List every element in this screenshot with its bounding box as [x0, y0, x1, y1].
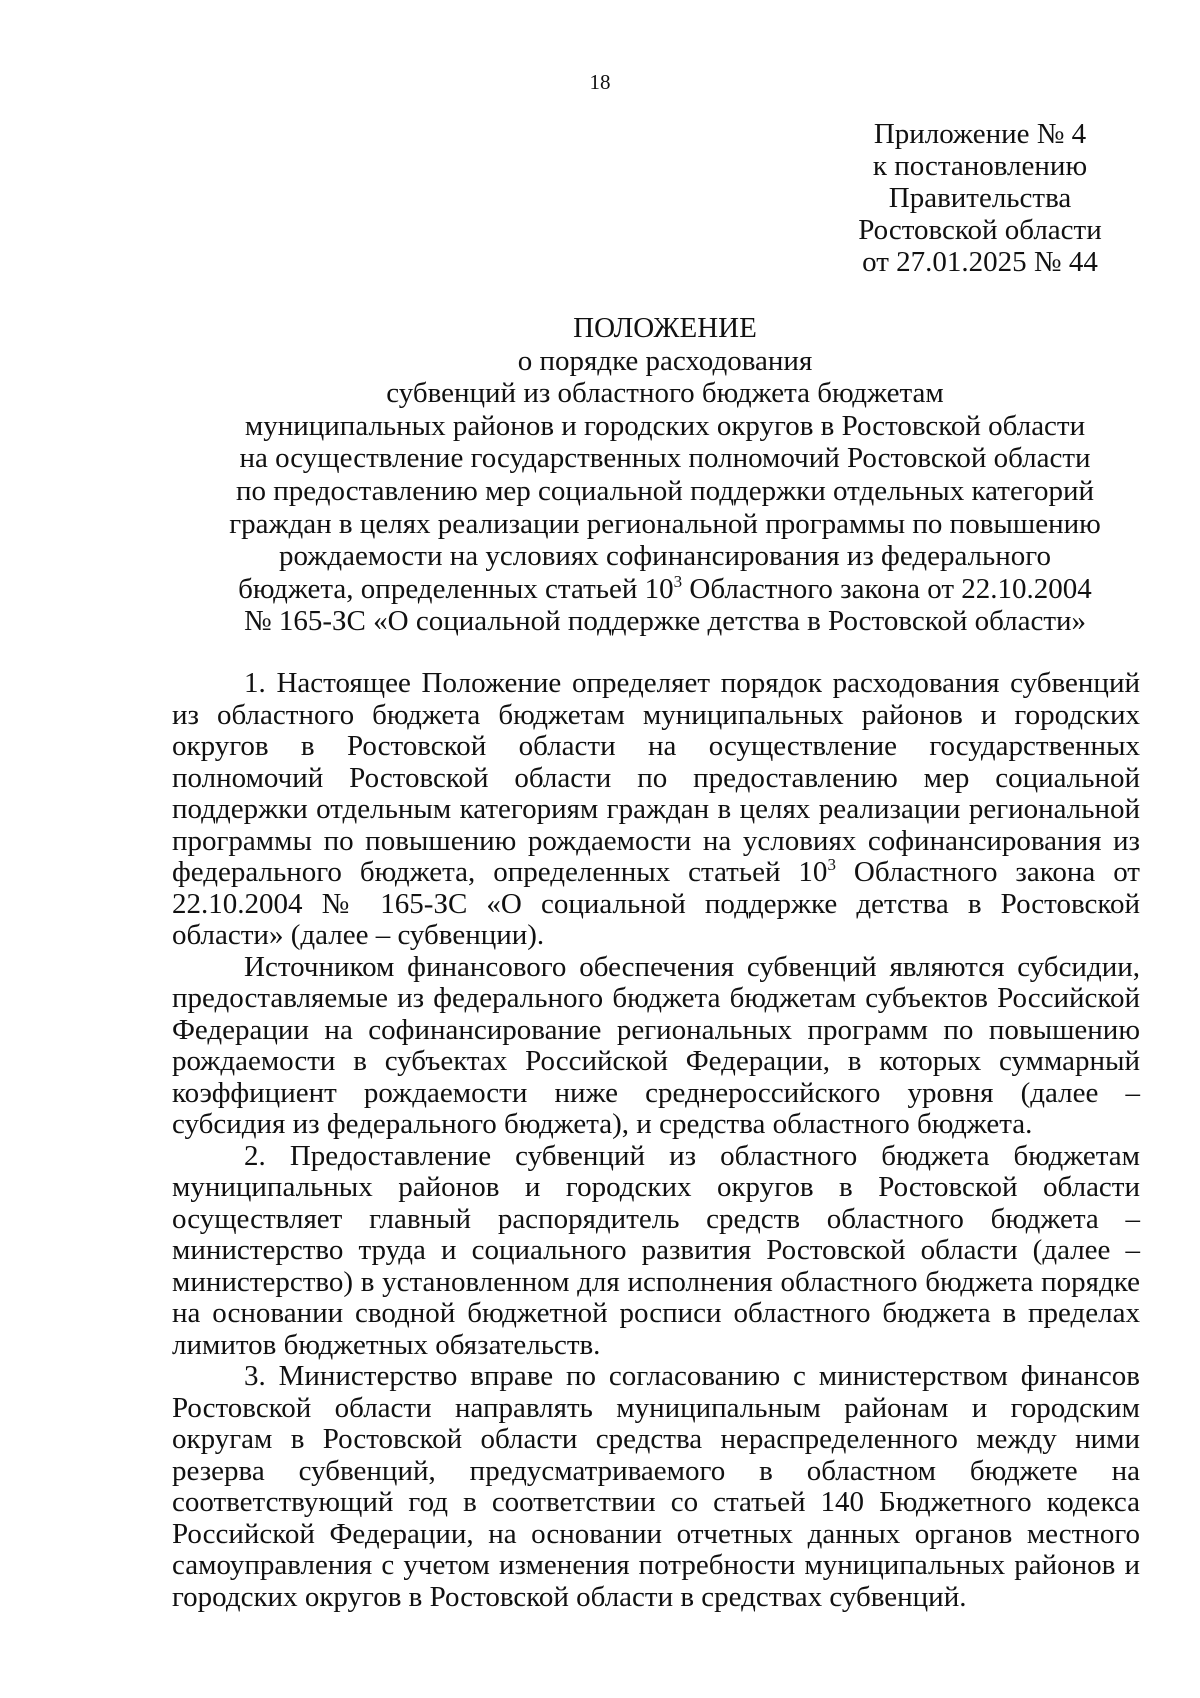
paragraph-2: Источником финансового обеспечения субвенций являются субсидии, предоставляемые из федерального бюджета бюджетам субъектов Российской Федерации на софинансирование региональных программ по повышению рождаемости в субъектах Российской Федерации, в которых суммарный коэффициент рождаемости ниже среднероссийского уровня (далее – субсидия из федерального бюджета), и средства областного бюджета. — [172, 950, 1140, 1140]
title-text: бюджета, определенных статьей 10 — [238, 572, 674, 605]
title-line: по предоставлению мер социальной поддержки отдельных категорий — [235, 474, 1095, 507]
title-text: Областного закона от 22.10.2004 — [682, 572, 1092, 605]
title-line: граждан в целях реализации региональной программы по повышению — [229, 507, 1101, 540]
title-heading: ПОЛОЖЕНИЕ — [573, 312, 757, 344]
appendix-line: Приложение № 4 — [873, 118, 1087, 150]
appendix-block — [815, 118, 1145, 278]
title-line — [200, 573, 1130, 606]
paragraph-1 — [172, 668, 1140, 952]
superscript: 3 — [827, 855, 836, 874]
document-body — [172, 668, 1140, 1613]
appendix-line: Правительства — [888, 182, 1072, 214]
title-line: № 165-ЗС «О социальной поддержке детства в Ростовской области» — [243, 605, 1087, 638]
paragraph-text: Областного закона от 22.10.2004 № 165-ЗС «О социальной поддержке детства в Ростовской области» (далее – субвенции). — [172, 856, 1140, 951]
superscript: 3 — [673, 571, 683, 591]
document-title — [200, 312, 1130, 638]
title-line: рождаемости на условиях софинансирования из федерального — [279, 540, 1051, 573]
appendix-line: от 27.01.2025 № 44 — [862, 246, 1098, 278]
paragraph-3: 2. Предоставление субвенций из областного бюджета бюджетам муниципальных районов и городских округов в Ростовской области осуществляет главный распорядитель средств областного бюджета – министерство труда и социального развития Ростовской области (далее – министерство) в установленном для исполнения областного бюджета порядке на основании сводной бюджетной росписи областного бюджета в пределах лимитов бюджетных обязательств. — [172, 1139, 1140, 1361]
title-line: муниципальных районов и городских округов в Ростовской области — [244, 409, 1086, 442]
title-line: субвенций из областного бюджета бюджетам — [386, 377, 944, 410]
appendix-line: к постановлению — [872, 150, 1088, 182]
title-line: на осуществление государственных полномочий Ростовской области — [239, 442, 1091, 475]
title-line: о порядке расходования — [517, 344, 813, 377]
paragraph-4: 3. Министерство вправе по согласованию с министерством финансов Ростовской области направлять муниципальным районам и городским округам в Ростовской области средства нераспределенного между ними резерва субвенций, предусматриваемого в областном бюджете на соответствующий год в соответствии со статьей 140 Бюджетного кодекса Российской Федерации, на основании отчетных данных органов местного самоуправления с учетом изменения потребности муниципальных районов и городских округов в Ростовской области в средствах субвенций. — [172, 1360, 1140, 1613]
paragraph-text: 1. Настоящее Положение определяет порядок расходования субвенций из областного бюджета бюджетам муниципальных районов и городских округов в Ростовской области на осуществление государственных полномочий Ростовской области по предоставлению мер социальной поддержки отдельным категориям граждан в целях реализации региональной программы по повышению рождаемости на условиях софинансирования из федерального бюджета, определенных статьей 10 — [172, 667, 1140, 888]
page-number: 18 — [589, 70, 611, 94]
appendix-line: Ростовской области — [858, 214, 1102, 246]
